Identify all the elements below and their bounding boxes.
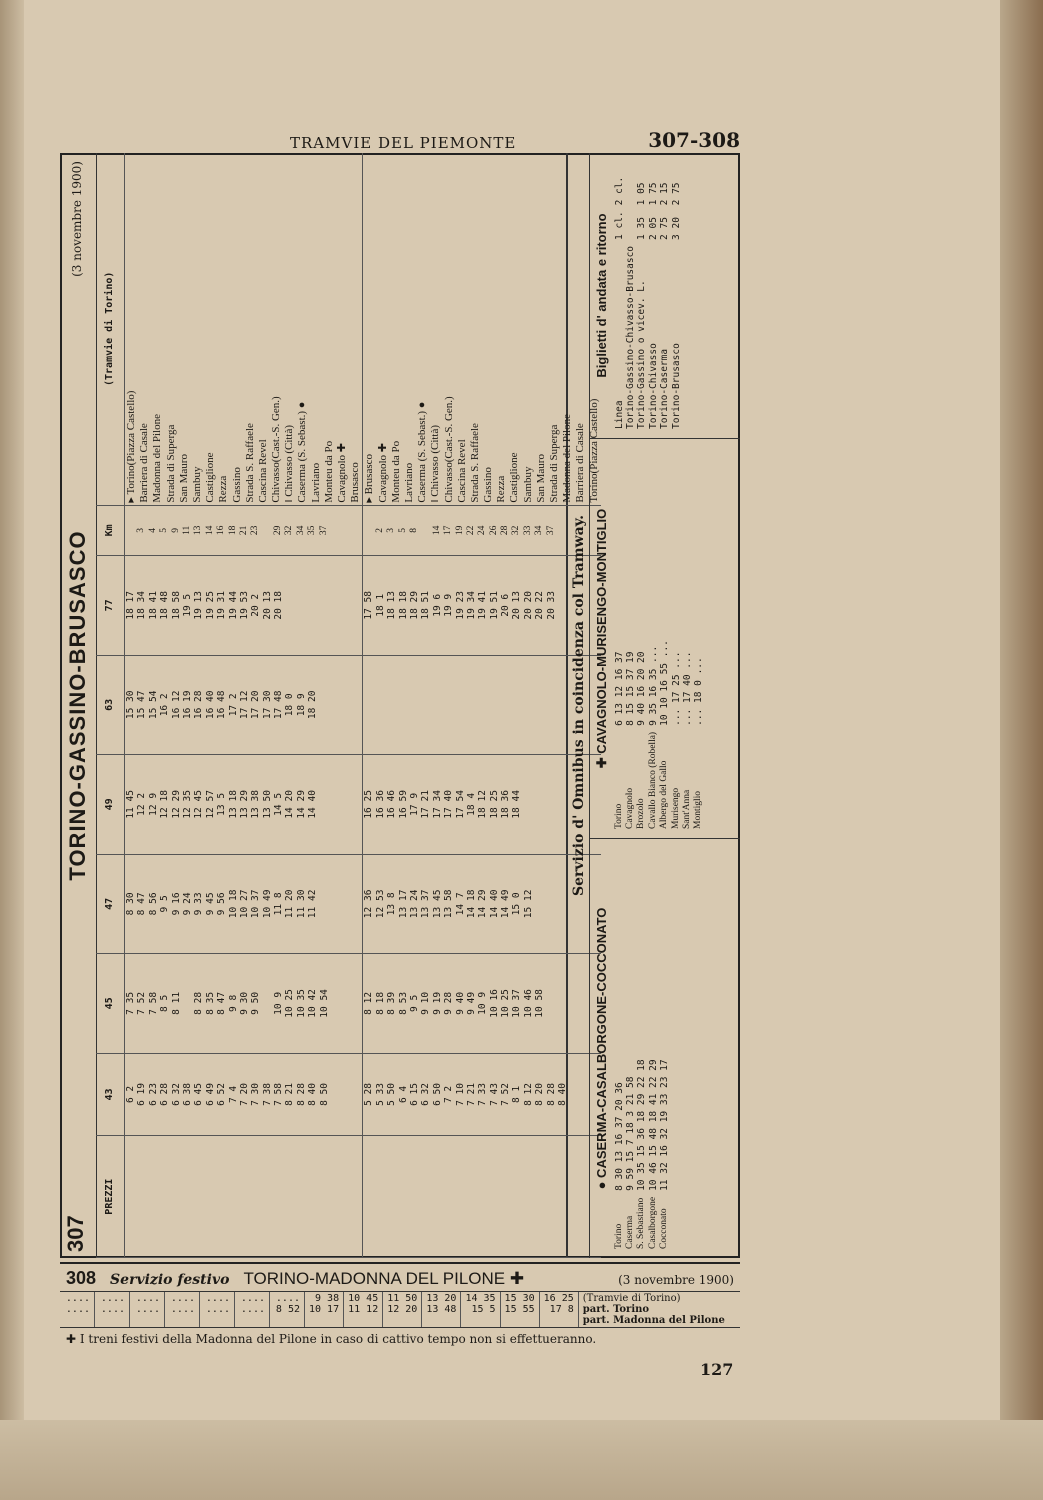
timetable-307 (60, 153, 740, 1258)
prices-cell (363, 1136, 601, 1258)
time-column: 16 25 16 36 16 46 16 59 17 9 17 21 17 34 17 40 17 54 18 4 18 12 18 25 18 36 18 44 (363, 755, 601, 855)
station-list-outbound: ▸ Torino(Piazza Castello) Barriera di Casale Madonna del Pilone Strada di Superga San Mauro Sambuy Castiglione Rezza Gassino Strada S. Raffaele Cascina Revel Chivasso(Cast.-S. Gen.) ‖ Chivasso (Città) Caserma (S. Sebast.) ● Lavriano Monteu da Po Cavagnolo ✚ Brusasco (125, 153, 363, 505)
time-column: 13 20 13 48 (422, 1292, 461, 1327)
ticket-price: 2 75 (659, 217, 671, 240)
route-title: TORINO-MADONNA DEL PILONE ✚ (243, 1269, 525, 1288)
book-spine (0, 0, 24, 1500)
ticket-price: 2 15 (659, 182, 671, 206)
ticket-price: 2 75 (670, 182, 682, 206)
stop-name: Torino (613, 803, 624, 829)
ticket-price (625, 174, 636, 209)
page-edge-bottom (0, 1420, 1043, 1500)
col-header: Km (96, 505, 125, 555)
ticket-header: 2 cl. (613, 176, 625, 206)
time-column: 14 35 15 5 (461, 1292, 500, 1327)
ticket-price: 1 05 (636, 182, 648, 206)
ticket-price: 1 35 (636, 217, 648, 240)
stop-times: ... 17 40 ... (681, 651, 693, 726)
service-kind: Servizio festivo (110, 1272, 230, 1288)
page-edge-right (1000, 0, 1043, 1500)
ticket-line: Torino-Gassino-Chivasso-Brusasco (624, 245, 636, 429)
running-title: TRAMVIE DEL PIEMONTE (290, 134, 517, 152)
time-column: 8 12 8 18 8 39 8 53 9 5 9 10 9 19 9 28 9 40 9 49 10 9 10 16 10 25 10 37 10 46 10 58 (363, 954, 601, 1054)
stop-name: Cavallo Bianco (Robella) (647, 731, 658, 829)
omnibus-note: Servizio d' Omnibus in coincidenza col Tramway. (568, 153, 590, 1258)
col-header: 63 (96, 655, 125, 755)
ticket-price (625, 208, 636, 243)
time-column: 10 45 11 12 (344, 1292, 383, 1327)
km-column: 3 4 5 9 11 13 14 16 18 21 23 29 32 34 35 37 (125, 505, 363, 555)
stop-name: Brozolo (636, 798, 647, 829)
cavagnolo-montiglio-service (590, 438, 740, 838)
table-title: TORINO-GASSINO-BRUSASCO (65, 530, 90, 881)
time-column: .... .... (95, 1292, 130, 1327)
stop-name: Cocconato (659, 1208, 670, 1249)
time-column: 9 38 10 17 (305, 1292, 344, 1327)
time-column: 8 30 8 47 8 56 9 5 9 16 9 24 9 33 9 45 9 56 10 18 10 27 10 37 10 49 11 8 11 20 11 30 11 42 (125, 854, 363, 954)
time-column: 6 2 6 19 6 23 6 28 6 32 6 38 6 45 6 49 6 52 7 4 7 20 7 30 7 38 7 58 8 21 8 28 8 40 8 50 (125, 1053, 363, 1136)
time-column (363, 655, 601, 755)
time-column: 16 25 17 8 (540, 1292, 579, 1327)
stop-name: Murisengo (670, 787, 681, 829)
stop-times: 11 32 16 32 19 33 23 17 (659, 1059, 671, 1191)
connection-services (568, 153, 740, 1258)
station-list-inbound: ▸ Brusasco Cavagnolo ✚ Monteu da Po Lavriano Caserma (S. Sebast.) ● ‖ Chivasso (Città) Chivasso(Cast.-S. Gen.) Cascina Revel Strada S. Raffaele Gassino Rezza Castiglione Sambuy San Mauro Strada di Superga Madonna del Pilone Barriera di Casale Torino(Piazza Castello) (363, 153, 601, 505)
stop-times: 10 35 15 36 18 29 22 18 (636, 1059, 648, 1191)
stop-name: Casalborgone (647, 1196, 658, 1249)
stops-header: (Tramvie di Torino) (582, 1293, 681, 1304)
running-head (60, 128, 740, 152)
stop-times: 9 40 16 20 20 (636, 651, 648, 726)
stop-times: 9 35 16 35 ... (647, 645, 659, 726)
stop-name: Caserma (624, 1215, 635, 1249)
time-column: 15 30 15 55 (501, 1292, 540, 1327)
time-column: 11 50 12 20 (383, 1292, 422, 1327)
time-column: 15 30 15 47 15 54 16 2 16 12 16 19 16 28 16 40 16 48 17 2 17 12 17 20 17 30 17 48 18 0 18 9 18 20 (125, 655, 363, 755)
table-date: (3 novembre 1900) (618, 1273, 734, 1287)
ticket-price: 1 75 (647, 182, 659, 206)
stop-times: 10 46 15 48 18 41 22 29 (647, 1059, 659, 1191)
time-column: 7 35 7 52 7 58 8 5 8 11 8 28 8 35 8 47 9 8 9 30 9 50 10 9 10 25 10 35 10 42 10 54 (125, 954, 363, 1054)
ticket-price: 2 05 (647, 217, 659, 240)
page-range: 307-308 (648, 128, 740, 152)
stop-name: S. Sebastiano (636, 1197, 647, 1249)
stop-times: 6 13 12 16 37 (613, 651, 625, 726)
timetable-308 (60, 1262, 740, 1346)
stop-name: part. Madonna del Pilone (582, 1315, 725, 1326)
col-header: 47 (96, 854, 125, 954)
stop-times: 10 10 16 55 ... (659, 640, 671, 726)
service-title: Biglietti d' andata e ritorno (594, 213, 609, 378)
stop-name: Albergo del Gallo (659, 760, 670, 829)
stop-times: 9 59 15 7 18 3 21 58 (624, 1076, 636, 1191)
page-number: 127 (700, 1360, 734, 1379)
time-column: 18 17 18 34 18 41 18 48 18 58 19 5 19 13 19 25 19 31 19 44 19 53 20 2 20 13 20 18 (125, 556, 363, 656)
ticket-line: Torino-Caserma (659, 348, 671, 429)
table-number: 307 (63, 1215, 88, 1252)
service-title: ● CASERMA-CASALBORGONE-COCCONATO (594, 907, 609, 1190)
time-column: 11 45 12 2 12 9 12 18 12 29 12 35 12 45 12 57 13 5 13 18 13 29 13 38 13 50 14 5 14 20 14 29 14 40 (125, 755, 363, 855)
stop-times: 8 15 15 37 19 (624, 651, 636, 726)
ticket-line: Torino-Brusasco (670, 343, 682, 429)
stop-name: Cavagnolo (624, 787, 635, 829)
col-header: 77 (96, 556, 125, 656)
time-column: .... .... (165, 1292, 200, 1327)
time-column: 12 36 12 53 13 8 13 17 13 24 13 37 13 45 13 58 14 7 14 18 14 29 14 40 14 49 15 0 15 12 (363, 854, 601, 954)
stop-list (579, 1292, 740, 1327)
col-header: PREZZI (96, 1136, 125, 1258)
prices-cell (125, 1136, 363, 1258)
time-column: .... .... (200, 1292, 235, 1327)
time-column: 5 28 5 33 5 50 6 4 6 15 6 32 6 50 7 2 7 10 7 21 7 33 7 43 7 52 8 1 8 12 8 20 8 28 8 40 (363, 1053, 601, 1136)
km-column: 2 3 5 8 14 17 19 22 24 26 28 32 33 34 37 (363, 505, 601, 555)
time-column: .... 8 52 (270, 1292, 305, 1327)
return-tickets (590, 153, 740, 438)
timetable-308-body (60, 1291, 740, 1328)
time-column: .... .... (60, 1292, 95, 1327)
stop-name: Montiglio (693, 790, 704, 829)
timetable-header (60, 153, 97, 1258)
stop-times: ... 17 25 ... (670, 651, 682, 726)
table-number: 308 (66, 1268, 97, 1288)
service-title: ✚ CAVAGNOLO-MURISENGO-MONTIGLIO (594, 508, 609, 769)
timetable-308-header (60, 1264, 740, 1291)
caserma-cocconato-service (590, 838, 740, 1258)
stop-times: ... 18 0 ... (693, 657, 705, 726)
col-header: 43 (96, 1053, 125, 1136)
col-header: 49 (96, 755, 125, 855)
time-column: .... .... (130, 1292, 165, 1327)
stop-name: Sant'Anna (681, 789, 692, 829)
stop-times: 8 30 13 16 37 20 36 (613, 1082, 625, 1191)
time-column: .... .... (235, 1292, 270, 1327)
ticket-price: 3 20 (670, 217, 682, 240)
ticket-header: Linea (613, 400, 625, 429)
ticket-line: Torino-Gassino o vicev. L. (636, 280, 648, 429)
table-date: (3 novembre 1900) (70, 161, 84, 277)
ticket-header: 1 cl. (613, 211, 625, 240)
stop-name: part. Torino (582, 1304, 650, 1315)
departure-times (60, 1292, 579, 1327)
stop-name: Torino (613, 1223, 624, 1249)
col-header: (Tramvie di Torino) (96, 153, 125, 505)
time-column: 17 58 18 1 18 13 18 18 18 29 18 51 19 6 19 9 19 23 19 34 19 41 19 51 20 6 20 13 20 20 20 22 20 33 (363, 556, 601, 656)
footnote: ✚ I treni festivi della Madonna del Pilone in caso di cattivo tempo non si effettueranno. (66, 1332, 597, 1346)
ticket-line: Torino-Chivasso (647, 343, 659, 429)
col-header: 45 (96, 954, 125, 1054)
